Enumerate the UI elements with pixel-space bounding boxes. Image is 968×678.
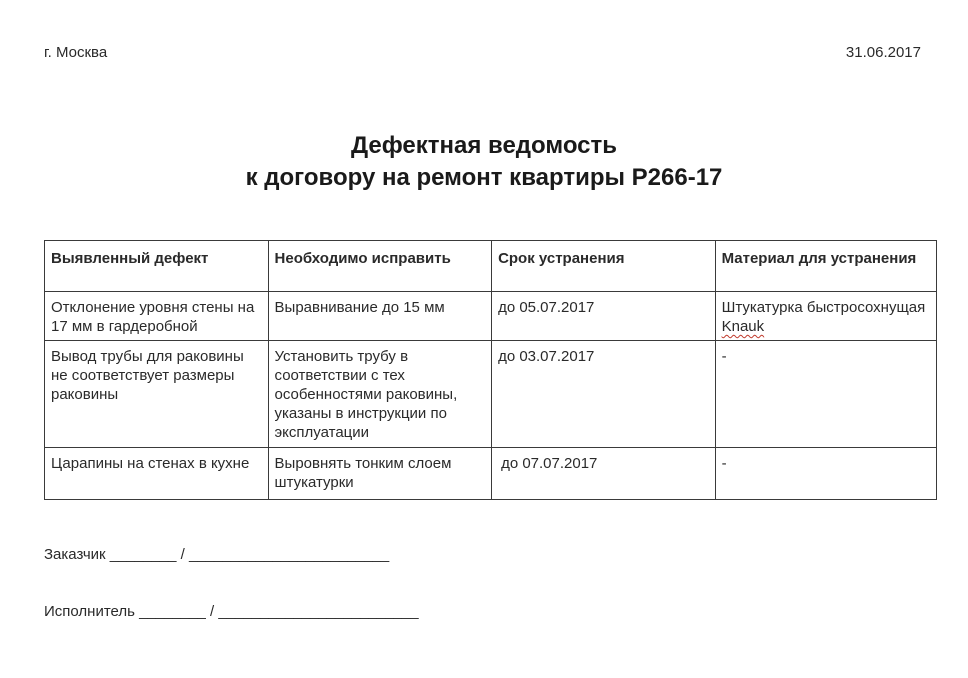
material-text: Штукатурка быстросохнущая: [721, 299, 926, 316]
column-header-defect: Выявленный дефект: [45, 241, 269, 292]
cell-defect: Вывод трубы для раковины не соответствует размеры раковины: [45, 341, 269, 448]
table-header-row: [45, 241, 937, 292]
document-city: г. Москва: [44, 44, 108, 61]
cell-material: -: [715, 341, 936, 448]
column-header-material: Материал для устранения: [715, 241, 936, 292]
cell-defect: Царапины на стенах в кухне: [45, 448, 269, 500]
title-line-2: к договору на ремонт квартиры Р266-17: [245, 164, 723, 191]
cell-material: [715, 292, 936, 341]
cell-fix: Установить трубу в соответствии с тех особенностями раковины, указаны в инструкции по эксплуатации: [268, 341, 492, 448]
cell-term: до 03.07.2017: [492, 341, 716, 448]
column-header-term: Срок устранения: [492, 241, 716, 292]
cell-fix: Выровнять тонким слоем штукатурки: [268, 448, 492, 500]
cell-fix: Выравнивание до 15 мм: [268, 292, 492, 341]
document-title: [0, 130, 968, 194]
cell-defect: Отклонение уровня стены на 17 мм в гардеробной: [45, 292, 269, 341]
defects-table: [44, 240, 937, 500]
contractor-signature-line: Исполнитель ________ / ________________________: [44, 603, 419, 620]
cell-material: -: [715, 448, 936, 500]
table-row: [45, 341, 937, 448]
customer-signature-line: Заказчик ________ / ________________________: [44, 546, 390, 563]
material-brand: Knauk: [721, 318, 765, 335]
document-date: 31.06.2017: [845, 44, 921, 61]
cell-term: до 07.07.2017: [492, 448, 716, 500]
table-row: [45, 292, 937, 341]
cell-term: до 05.07.2017: [492, 292, 716, 341]
column-header-fix: Необходимо исправить: [268, 241, 492, 292]
title-line-1: Дефектная ведомость: [350, 132, 618, 159]
table-row: [45, 448, 937, 500]
